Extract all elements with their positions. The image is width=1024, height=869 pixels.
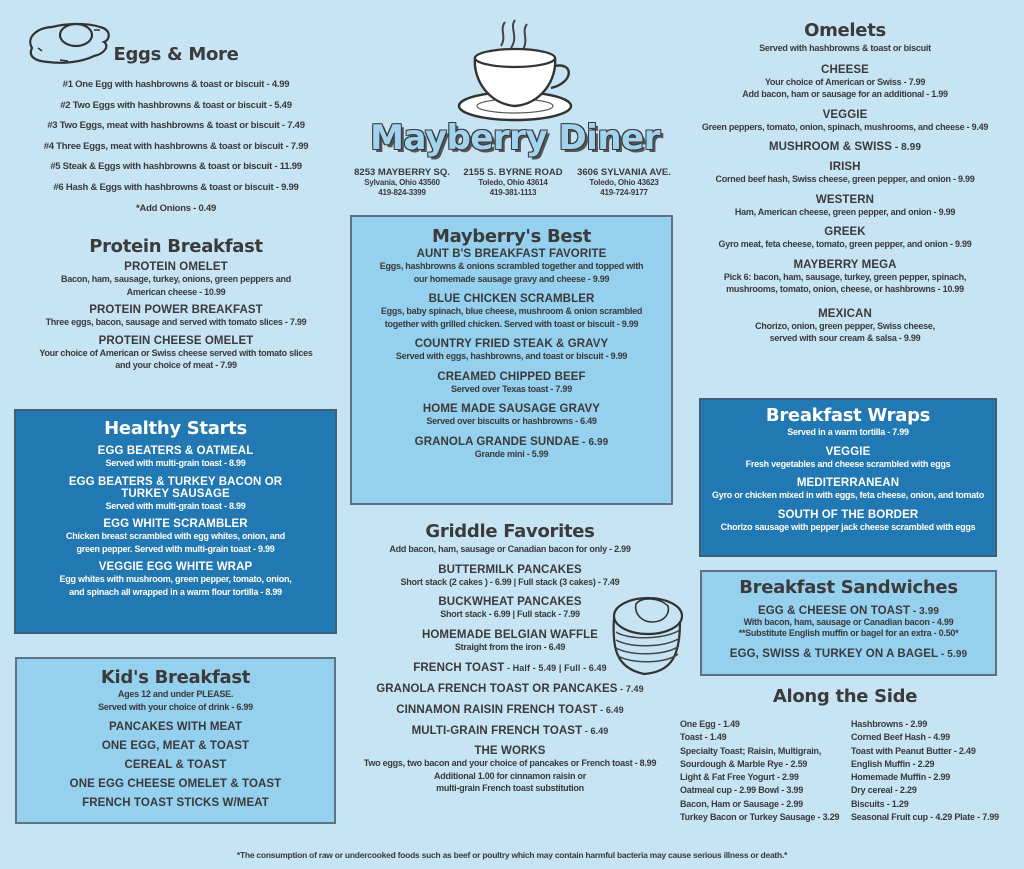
menu-item: AUNT B'S BREAKFAST FAVORITE Eggs, hashbrowns & onions scrambled together and topped with our homemade sausage gravy and cheese - 9.99 — [379, 248, 644, 284]
menu-item: EGG BEATERS & TURKEY BACON OR TURKEY SAUSAGE Served with multi-grain toast - 8.99 — [68, 475, 283, 511]
side-item: Specialty Toast; Raisin, Multigrain, — [680, 745, 822, 756]
section-protein — [0, 236, 352, 372]
coffee-cup-icon — [455, 18, 575, 126]
menu-item: CINNAMON RAISIN FRENCH TOAST - 6.49 — [396, 704, 624, 716]
section-along-the-side — [690, 686, 1000, 708]
omelets-subtitle: Served with hashbrowns & toast or biscuit — [759, 43, 931, 53]
menu-item: CHEESE Your choice of American or Swiss - 7.99 Add bacon, ham or sausage for an additional - 1.99 — [742, 63, 948, 99]
sides-list-left — [680, 718, 850, 824]
side-item: Toast - 1.49 — [680, 732, 727, 743]
menu-item: GREEK Gyro meat, feta cheese, tomato, green pepper, and onion - 9.99 — [718, 226, 972, 249]
menu-item: #5 Steak & Eggs with hashbrowns & toast or biscuit - 11.99 — [50, 161, 302, 172]
sides-list-right — [851, 718, 1023, 824]
menu-item: #1 One Egg with hashbrowns & toast or biscuit - 4.99 — [62, 79, 290, 90]
menu-item: GRANOLA FRENCH TOAST OR PANCAKES - 7.49 — [376, 683, 644, 695]
menu-item: EGG & CHEESE ON TOAST - 3.99 With bacon, ham, sausage or Canadian bacon - 4.99 **Substitute English muffin or bagel for an extra - 0.50* — [738, 605, 959, 638]
wraps-subtitle: Served in a warm tortilla - 7.99 — [787, 427, 909, 437]
locations — [348, 167, 678, 198]
section-eggs-more — [0, 44, 352, 65]
section-title: Breakfast Sandwiches — [739, 577, 958, 598]
menu-item: PANCAKES WITH MEAT — [109, 721, 242, 733]
menu-item: #4 Three Eggs, meat with hashbrowns & toast or biscuit - 7.99 — [43, 140, 309, 152]
menu-item: EGG, SWISS & TURKEY ON A BAGEL - 5.99 — [729, 648, 968, 660]
menu-item: HOME MADE SAUSAGE GRAVY Served over biscuits or hashbrowns - 6.49 — [422, 403, 601, 426]
menu-item: ONE EGG CHEESE OMELET & TOAST — [69, 778, 282, 790]
section-mayberrys-best — [350, 215, 673, 505]
menu-item: MAYBERRY MEGA Pick 6: bacon, ham, sausage, turkey, green pepper, spinach, mushrooms, tomato, onion, cheese, or hashbrowns - 10.99 — [723, 258, 967, 294]
section-healthy-starts — [14, 409, 337, 634]
section-breakfast-sandwiches — [700, 570, 997, 676]
menu-item: EGG BEATERS & OATMEAL Served with multi-grain toast - 8.99 — [97, 445, 254, 468]
menu-item: MEDITERRANEAN Gyro or chicken mixed in with eggs, feta cheese, onion, and tomato — [711, 477, 985, 500]
section-title: Protein Breakfast — [89, 236, 263, 257]
side-item: Turkey Bacon or Turkey Sausage - 3.29 — [680, 812, 840, 823]
section-kids-breakfast — [15, 657, 336, 824]
section-title: Kid's Breakfast — [100, 667, 251, 688]
location: 2155 S. BYRNE ROAD Toledo, Ohio 43614 419-381-1113 — [463, 167, 563, 197]
menu-item: ONE EGG, MEAT & TOAST — [101, 740, 250, 752]
menu-item: #6 Hash & Eggs with hashbrowns & toast or biscuit - 9.99 — [53, 181, 299, 193]
side-item: Homemade Muffin - 2.99 — [851, 772, 951, 783]
section-breakfast-wraps — [699, 398, 997, 557]
menu-item: VEGGIE Green peppers, tomato, onion, spinach, mushrooms, and cheese - 9.49 — [701, 108, 989, 132]
griddle-subtitle: Add bacon, ham, sausage or Canadian bacon for only - 2.99 — [389, 544, 631, 554]
menu-item: HOMEMADE BELGIAN WAFFLE Straight from the iron - 6.49 — [421, 628, 599, 652]
menu-note: *Add Onions - 0.49 — [136, 203, 216, 214]
side-item: Sourdough & Marble Rye - 2.59 — [680, 758, 808, 769]
menu-item: VEGGIE Fresh vegetables and cheese scrambled with eggs — [745, 445, 951, 469]
menu-item: CEREAL & TOAST — [124, 759, 227, 771]
section-title: Healthy Starts — [104, 418, 247, 439]
menu-item: SOUTH OF THE BORDER Chorizo sausage with pepper jack cheese scrambled with eggs — [720, 508, 976, 532]
menu-item: FRENCH TOAST - Half - 5.49 | Full - 6.49 — [413, 662, 607, 674]
menu-item: PROTEIN OMELET Bacon, ham, sausage, turkey, onions, green peppers and American cheese - 10.99 — [61, 261, 291, 297]
menu-item: GRANOLA GRANDE SUNDAE - 6.99 Grande mini - 5.99 — [414, 435, 609, 459]
footer-disclaimer: *The consumption of raw or undercooked foods such as beef or poultry which may contain harmful bacteria may cause serious illness or death.* — [236, 850, 788, 860]
section-title: Omelets — [804, 20, 886, 41]
kids-subtitle: Served with your choice of drink - 6.99 — [98, 701, 253, 712]
side-item: Bacon, Ham or Sausage - 2.99 — [680, 798, 803, 809]
section-title: Breakfast Wraps — [765, 405, 931, 426]
kids-subtitle: Ages 12 and under PLEASE. — [117, 689, 234, 699]
menu-item: PROTEIN POWER BREAKFAST Three eggs, bacon, sausage and served with tomato slices - 7.99 — [45, 304, 307, 327]
side-item: Hashbrowns - 2.99 — [851, 719, 928, 729]
section-title: Eggs & More — [113, 44, 239, 65]
section-title: Griddle Favorites — [425, 521, 595, 542]
menu-item: MUSHROOM & SWISS - 8.99 — [768, 141, 922, 153]
side-item: Oatmeal cup - 2.99 Bowl - 3.99 — [680, 785, 804, 796]
section-title: Mayberry's Best — [431, 226, 592, 247]
menu-item: BUCKWHEAT PANCAKES Short stack - 6.99 | Full stack - 7.99 — [438, 596, 582, 619]
side-item: Biscuits - 1.29 — [851, 798, 909, 809]
menu-item: #3 Two Eggs, meat with hashbrowns & toast or biscuit - 7.49 — [47, 120, 305, 131]
menu-item: IRISH Corned beef hash, Swiss cheese, green pepper, and onion - 9.99 — [715, 161, 975, 184]
menu-item: PROTEIN CHEESE OMELET Your choice of American or Swiss cheese served with tomato slices and your choice of meat - 7.99 — [39, 334, 313, 370]
menu-item: CREAMED CHIPPED BEEF Served over Texas toast - 7.99 — [437, 370, 586, 394]
section-omelets — [690, 20, 1000, 345]
menu-item: WESTERN Ham, American cheese, green pepper, and onion - 9.99 — [734, 193, 956, 217]
side-item: Toast with Peanut Butter - 2.49 — [851, 745, 976, 756]
location: 3606 SYLVANIA AVE. Toledo, Ohio 43623 419-724-9177 — [577, 167, 671, 197]
menu-item: THE WORKS Two eggs, two bacon and your choice of pancakes or French toast - 8.99 Additional 1.00 for cinnamon raisin or multi-grain French toast substitution — [363, 745, 657, 793]
side-item: Dry cereal - 2.29 — [851, 785, 917, 796]
pancake-stack-icon — [608, 588, 684, 678]
side-item: English Muffin - 2.29 — [851, 758, 935, 769]
menu-item: BLUE CHICKEN SCRAMBLER Eggs, baby spinach, blue cheese, mushroom & onion scrambled together with grilled chicken. Served with toast or biscuit - 9.99 — [380, 293, 643, 329]
side-item: One Egg - 1.49 — [680, 719, 740, 729]
side-item: Light & Fat Free Yogurt - 2.99 — [680, 772, 799, 783]
menu-item: VEGGIE EGG WHITE WRAP Egg whites with mushroom, green pepper, tomato, onion, and spinach all wrapped in a warm flour tortilla - 8.99 — [59, 561, 292, 597]
side-item: Corned Beef Hash - 4.99 — [851, 732, 950, 743]
location: 8253 MAYBERRY SQ. Sylvania, Ohio 43560 419-824-3399 — [354, 167, 450, 197]
menu-item: COUNTRY FRIED STEAK & GRAVY Served with eggs, hashbrowns, and toast or biscuit - 9.99 — [395, 338, 628, 361]
menu-item: #2 Two Eggs with hashbrowns & toast or biscuit - 5.49 — [60, 99, 292, 111]
menu-item: EGG WHITE SCRAMBLER Chicken breast scrambled with egg whites, onion, and green pepper. Served with multi-grain toast - 9.99 — [65, 518, 286, 554]
menu-item: MULTI-GRAIN FRENCH TOAST - 6.49 — [411, 725, 609, 737]
side-item: Seasonal Fruit cup - 4.29 Plate - 7.99 — [851, 812, 999, 823]
eggs-more-list — [0, 75, 352, 220]
menu-item: FRENCH TOAST STICKS W/MEAT — [82, 797, 269, 809]
menu-item: MEXICAN Chorizo, onion, green pepper, Swiss cheese, served with sour cream & salsa - 9.99 — [755, 307, 935, 343]
restaurant-logo: Mayberry Diner — [370, 118, 660, 158]
menu-item: BUTTERMILK PANCAKES Short stack (2 cakes ) - 6.99 | Full stack (3 cakes) - 7.49 — [400, 563, 620, 587]
section-title: Along the Side — [772, 686, 918, 707]
